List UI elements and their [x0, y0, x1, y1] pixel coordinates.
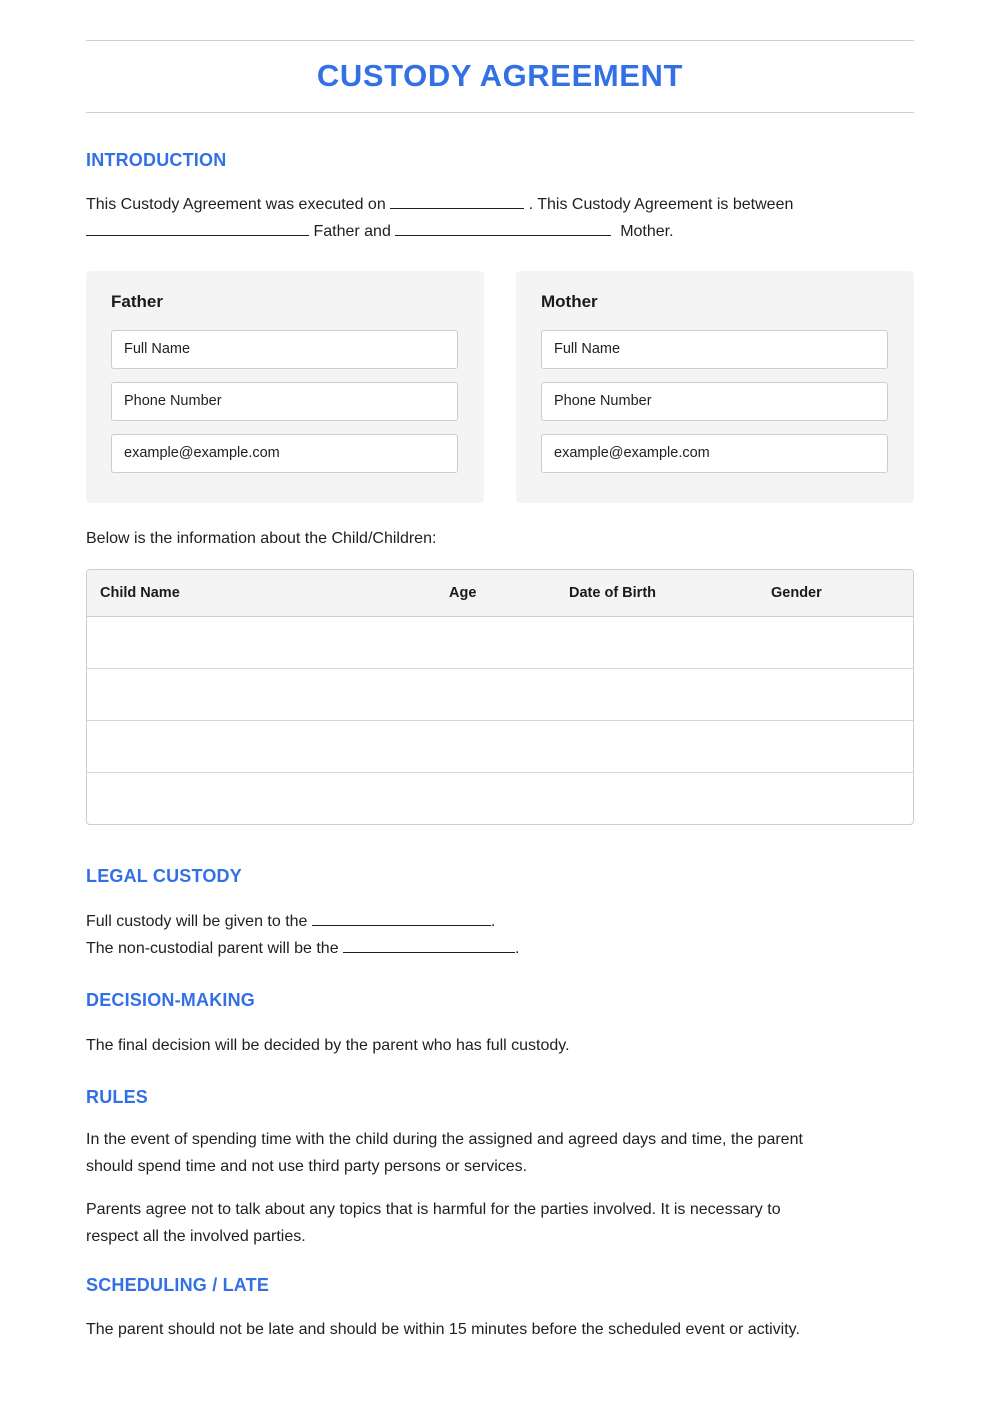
table-row[interactable] — [87, 669, 913, 721]
intro-line-2 — [86, 218, 674, 245]
title-divider — [86, 112, 914, 113]
mother-card-title: Mother — [541, 292, 598, 311]
legal-custody-line-1 — [86, 908, 495, 935]
top-divider — [86, 40, 914, 41]
mother-email-label: example@example.com — [554, 445, 710, 461]
column-child-name: Child Name — [100, 585, 180, 601]
father-phone-label: Phone Number — [124, 393, 222, 409]
rules-p2-line-1: Parents agree not to talk about any topics that is harmful for the parties involved. It is necessary to — [86, 1201, 781, 1218]
father-name-blank[interactable] — [86, 220, 309, 236]
father-phone-field[interactable] — [111, 382, 458, 421]
father-email-field[interactable] — [111, 434, 458, 473]
full-custody-period: . — [490, 913, 496, 930]
mother-full-name-field[interactable] — [541, 330, 888, 369]
mother-card — [516, 271, 914, 503]
father-email-label: example@example.com — [124, 445, 280, 461]
father-card-title: Father — [111, 292, 163, 311]
column-gender: Gender — [771, 585, 822, 601]
column-age: Age — [449, 585, 477, 601]
non-custodial-period: . — [515, 940, 520, 957]
scheduling-text: The parent should not be late and should be within 15 minutes before the scheduled event or activity. — [86, 1321, 800, 1338]
non-custodial-blank[interactable] — [343, 937, 515, 953]
children-intro: Below is the information about the Child/Children: — [86, 530, 437, 547]
full-custody-blank[interactable] — [312, 910, 491, 926]
decision-making-text: The final decision will be decided by the parent who has full custody. — [86, 1037, 570, 1054]
document-title: CUSTODY AGREEMENT — [316, 58, 684, 93]
mother-phone-field[interactable] — [541, 382, 888, 421]
table-row[interactable] — [87, 617, 913, 669]
children-table — [86, 569, 914, 825]
legal-custody-heading: LEGAL CUSTODY — [86, 866, 242, 886]
rules-p1-line-2: should spend time and not use third party persons or services. — [86, 1158, 528, 1175]
children-table-header — [87, 570, 913, 617]
mother-name-blank[interactable] — [395, 220, 611, 236]
introduction-heading: INTRODUCTION — [86, 150, 227, 170]
scheduling-heading: SCHEDULING / LATE — [86, 1275, 270, 1295]
father-full-name-label: Full Name — [124, 341, 191, 357]
intro-text-father: Father and — [313, 223, 391, 240]
full-custody-text: Full custody will be given to the — [86, 913, 308, 930]
intro-text-between: . This Custody Agreement is between — [528, 196, 794, 213]
intro-text-mother: Mother. — [620, 223, 674, 240]
intro-line-1 — [86, 191, 793, 218]
decision-making-heading: DECISION-MAKING — [86, 990, 255, 1010]
column-date-of-birth: Date of Birth — [569, 585, 656, 601]
mother-phone-label: Phone Number — [554, 393, 652, 409]
table-row[interactable] — [87, 773, 913, 824]
rules-p2-line-2: respect all the involved parties. — [86, 1228, 306, 1245]
intro-text-executed: This Custody Agreement was executed on — [86, 196, 386, 213]
rules-heading: RULES — [86, 1087, 149, 1107]
non-custodial-text: The non-custodial parent will be the — [86, 940, 339, 957]
execution-date-blank[interactable] — [390, 193, 524, 209]
father-card — [86, 271, 484, 503]
mother-email-field[interactable] — [541, 434, 888, 473]
legal-custody-line-2 — [86, 935, 520, 962]
rules-p1-line-1: In the event of spending time with the child during the assigned and agreed days and time, the parent — [86, 1131, 803, 1148]
table-row[interactable] — [87, 721, 913, 773]
father-full-name-field[interactable] — [111, 330, 458, 369]
mother-full-name-label: Full Name — [554, 341, 621, 357]
